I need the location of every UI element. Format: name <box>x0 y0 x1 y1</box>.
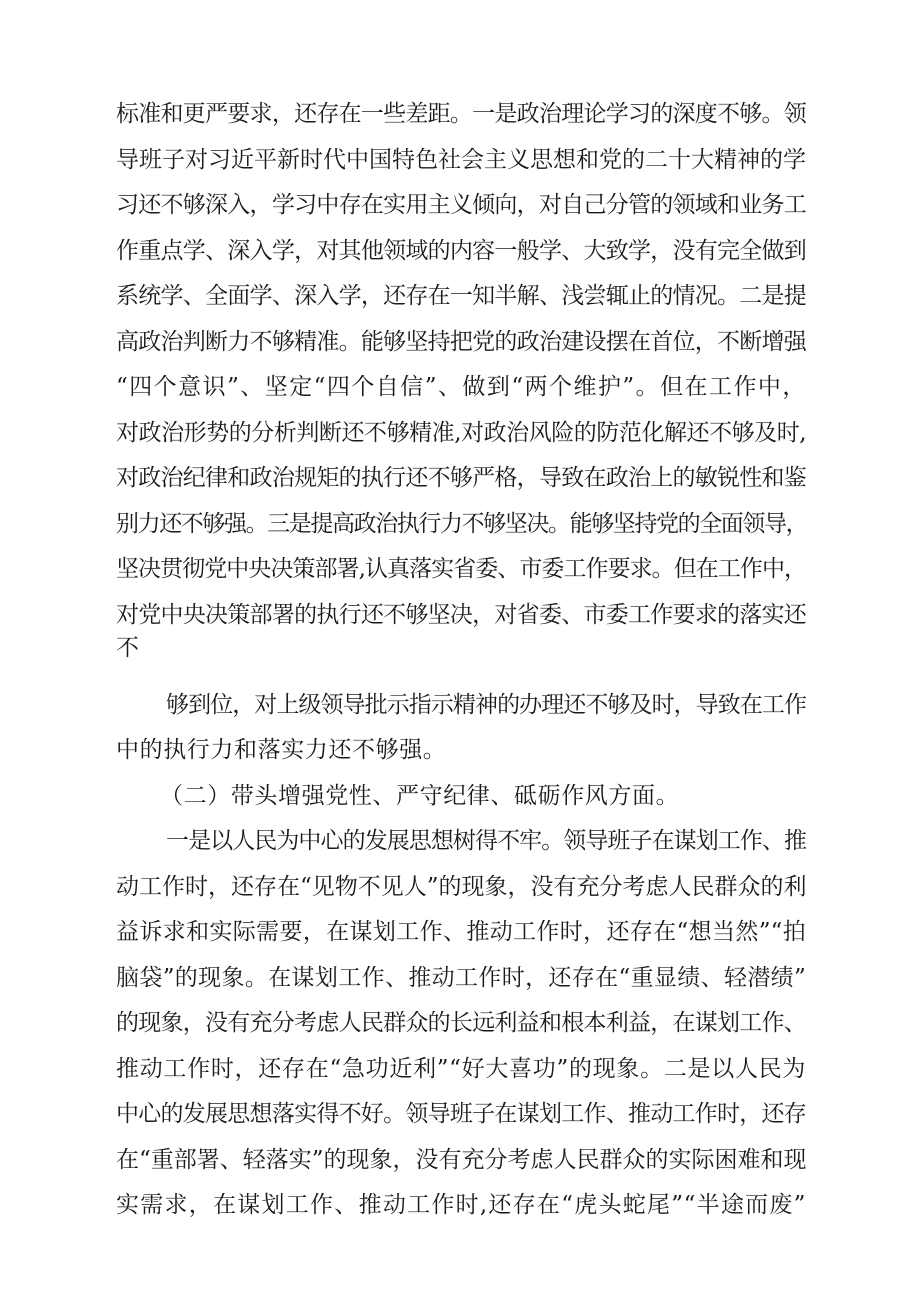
text-line: 高政治判断力不够精准。能够坚持把党的政治建设摆在首位，不断增强 <box>116 329 806 355</box>
text-line: 在“重部署、轻落实”的现象，没有充分考虑人民群众的实际困难和现 <box>116 1147 807 1173</box>
text-line: 对政治纪律和政治规矩的执行还不够严格，导致在政治上的敏锐性和鉴 <box>116 465 806 491</box>
text-line: 中的执行力和落实力还不够强。 <box>116 737 447 763</box>
text-line: 标准和更严要求，还存在一些差距。一是政治理论学习的深度不够。领 <box>116 101 806 127</box>
text-line: 导班子对习近平新时代中国特色社会主义思想和党的二十大精神的学 <box>116 147 806 173</box>
text-line: 对政治形势的分析判断还不够精准,对政治风险的防范化解还不够及时, <box>116 420 806 446</box>
text-line: “四个意识”、坚定“四个自信”、做到“两个维护”。但在工作中， <box>116 374 806 400</box>
text-line: 中心的发展思想落实得不好。领导班子在谋划工作、推动工作时，还存 <box>116 1101 806 1127</box>
text-line: 的现象，没有充分考虑人民群众的长远利益和根本利益，在谋划工作、 <box>116 1010 806 1036</box>
text-line: 坚决贯彻党中央决策部署,认真落实省委、市委工作要求。但在工作中， <box>116 556 806 582</box>
text-line: 习还不够深入，学习中存在实用主义倾向，对自己分管的领域和业务工 <box>116 192 806 218</box>
text-line: 实需求，在谋划工作、推动工作时,还存在“虎头蛇尾”“半途而废” <box>116 1192 806 1218</box>
text-line: 系统学、全面学、深入学，还存在一知半解、浅尝辄止的情况。二是提 <box>116 283 806 309</box>
text-line: 对党中央决策部署的执行还不够坚决，对省委、市委工作要求的落实还 <box>116 602 806 628</box>
text-line: 动工作时，还存在“见物不见人”的现象，没有充分考虑人民群众的利 <box>116 874 807 900</box>
text-line: 别力还不够强。三是提高政治执行力不够坚决。能够坚持党的全面领导， <box>116 511 808 537</box>
text-line: 益诉求和实际需要，在谋划工作、推动工作时，还存在“想当然”“拍 <box>116 919 806 945</box>
text-line: 不 <box>116 635 140 661</box>
text-line: 一是以人民为中心的发展思想树得不牢。领导班子在谋划工作、推 <box>166 828 806 854</box>
text-line: 作重点学、深入学，对其他领域的内容一般学、大致学，没有完全做到 <box>116 238 806 264</box>
section-heading: （二）带头增强党性、严守纪律、砥砺作风方面。 <box>160 783 680 809</box>
text-line: 够到位，对上级领导批示指示精神的办理还不够及时，导致在工作 <box>166 692 806 718</box>
text-line: 推动工作时，还存在“急功近利”“好大喜功”的现象。二是以人民为 <box>116 1056 806 1082</box>
text-line: 脑袋”的现象。在谋划工作、推动工作时，还存在“重显绩、轻潜绩” <box>116 965 806 991</box>
